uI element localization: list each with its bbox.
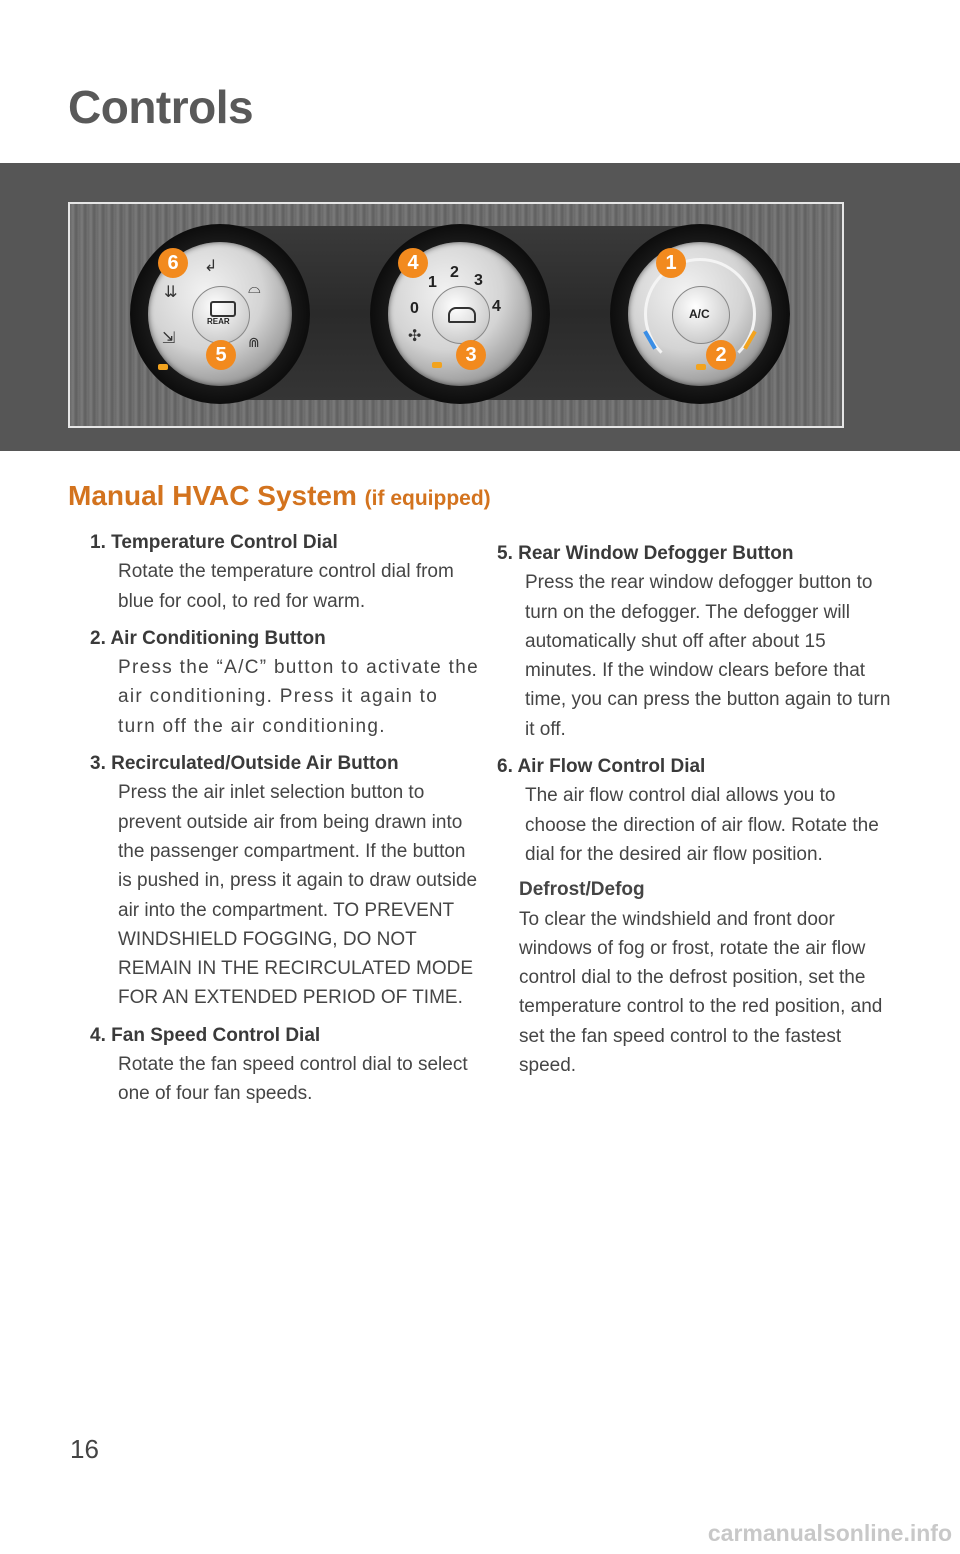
callout-3: 3: [456, 340, 486, 370]
fan-label-2: 2: [450, 264, 459, 281]
item-number: 1.: [90, 532, 106, 553]
air-flow-control-dial[interactable]: [130, 224, 310, 404]
item-heading: Air Conditioning Button: [110, 627, 326, 649]
section-title-text: Manual HVAC System: [68, 480, 357, 511]
fan-icon: ✣: [408, 328, 422, 345]
vent-face-icon: ↲: [204, 258, 218, 275]
list-item: [497, 752, 897, 1080]
item-number: 3.: [90, 753, 106, 775]
list-item: [497, 539, 897, 744]
indicator-mark: [696, 364, 706, 370]
section-title: [68, 480, 491, 512]
fan-speed-control-dial[interactable]: [370, 224, 550, 404]
item-number: 4.: [90, 1024, 106, 1046]
list-item: [90, 528, 480, 616]
callout-4: 4: [398, 248, 428, 278]
page-number: 16: [70, 1434, 99, 1464]
defrost-note: [497, 875, 897, 1080]
fan-label-1: 1: [428, 274, 437, 291]
callout-5: 5: [206, 340, 236, 370]
list-item: [90, 1021, 480, 1109]
fan-label-0: 0: [410, 300, 419, 317]
item-body: Press the air inlet selection button to prevent outside air from being drawn into the passenger compartment. If the button is pushed in, press it again to draw outside air into the compartment. TO PREVENT WINDSHIELD FOGGING, DO NOT REMAIN IN THE RECIRCULATED MODE FOR AN EXTENDED PERIOD OF TIME.: [118, 782, 478, 1009]
item-body: Press the rear window defogger button to turn on the defogger. The defogger will automatically shut off after about 15 minutes. If the window clears before that time, you can press the button again to turn it off.: [525, 572, 891, 740]
vent-bi-level-icon: ⇊: [164, 284, 178, 301]
item-heading: Temperature Control Dial: [111, 532, 338, 553]
ac-label: A/C: [689, 307, 710, 321]
item-number: 2.: [90, 627, 106, 649]
ac-button[interactable]: [672, 286, 730, 344]
list-item: [90, 624, 480, 741]
item-body: Rotate the fan speed control dial to select one of four fan speeds.: [118, 1054, 468, 1105]
callout-1: 1: [656, 248, 686, 278]
item-heading: Recirculated/Outside Air Button: [111, 753, 399, 775]
item-body: Rotate the temperature control dial from blue for cool, to red for warm.: [118, 561, 454, 612]
right-column: [497, 539, 897, 1088]
section-subtitle: (if equipped): [364, 487, 491, 510]
rear-label: REAR: [207, 317, 230, 326]
item-heading: Air Flow Control Dial: [517, 756, 706, 778]
list-item: [90, 749, 480, 1013]
defrost-body: To clear the windshield and front door windows of fog or frost, rotate the air flow control dial to the defrost position, set the temperature control to the red position, and set the fan speed control to the fastest speed.: [519, 908, 883, 1077]
item-number: 5.: [497, 543, 513, 564]
defrost-heading: Defrost/Defog: [519, 879, 645, 901]
mix-defrost-icon: ⋒: [248, 334, 260, 350]
item-number: 6.: [497, 756, 513, 778]
temperature-control-dial[interactable]: [610, 224, 790, 404]
left-column: [90, 528, 480, 1117]
fan-label-3: 3: [474, 272, 483, 289]
recirculation-icon: [448, 307, 476, 323]
fan-label-4: 4: [492, 298, 501, 315]
recirculation-button[interactable]: [432, 286, 490, 344]
callout-6: 6: [158, 248, 188, 278]
page-title: Controls: [68, 81, 254, 133]
vent-floor-icon: ⇲: [162, 330, 176, 347]
item-heading: Rear Window Defogger Button: [518, 543, 794, 564]
callout-2: 2: [706, 340, 736, 370]
item-heading: Fan Speed Control Dial: [111, 1024, 321, 1046]
indicator-mark: [432, 362, 442, 368]
defrost-icon: ⌓: [248, 280, 261, 297]
indicator-mark: [158, 364, 168, 370]
rear-defog-icon: [210, 301, 236, 317]
watermark: carmanualsonline.info: [707, 1520, 952, 1546]
item-body: Press the “A/C” button to activate the air conditioning. Press it again to turn off the air conditioning.: [118, 657, 479, 737]
item-body: The air flow control dial allows you to choose the direction of air flow. Rotate the dial for the desired air flow position.: [525, 785, 879, 865]
hvac-panel-photo: [68, 202, 844, 428]
rear-defogger-button[interactable]: [192, 286, 250, 344]
